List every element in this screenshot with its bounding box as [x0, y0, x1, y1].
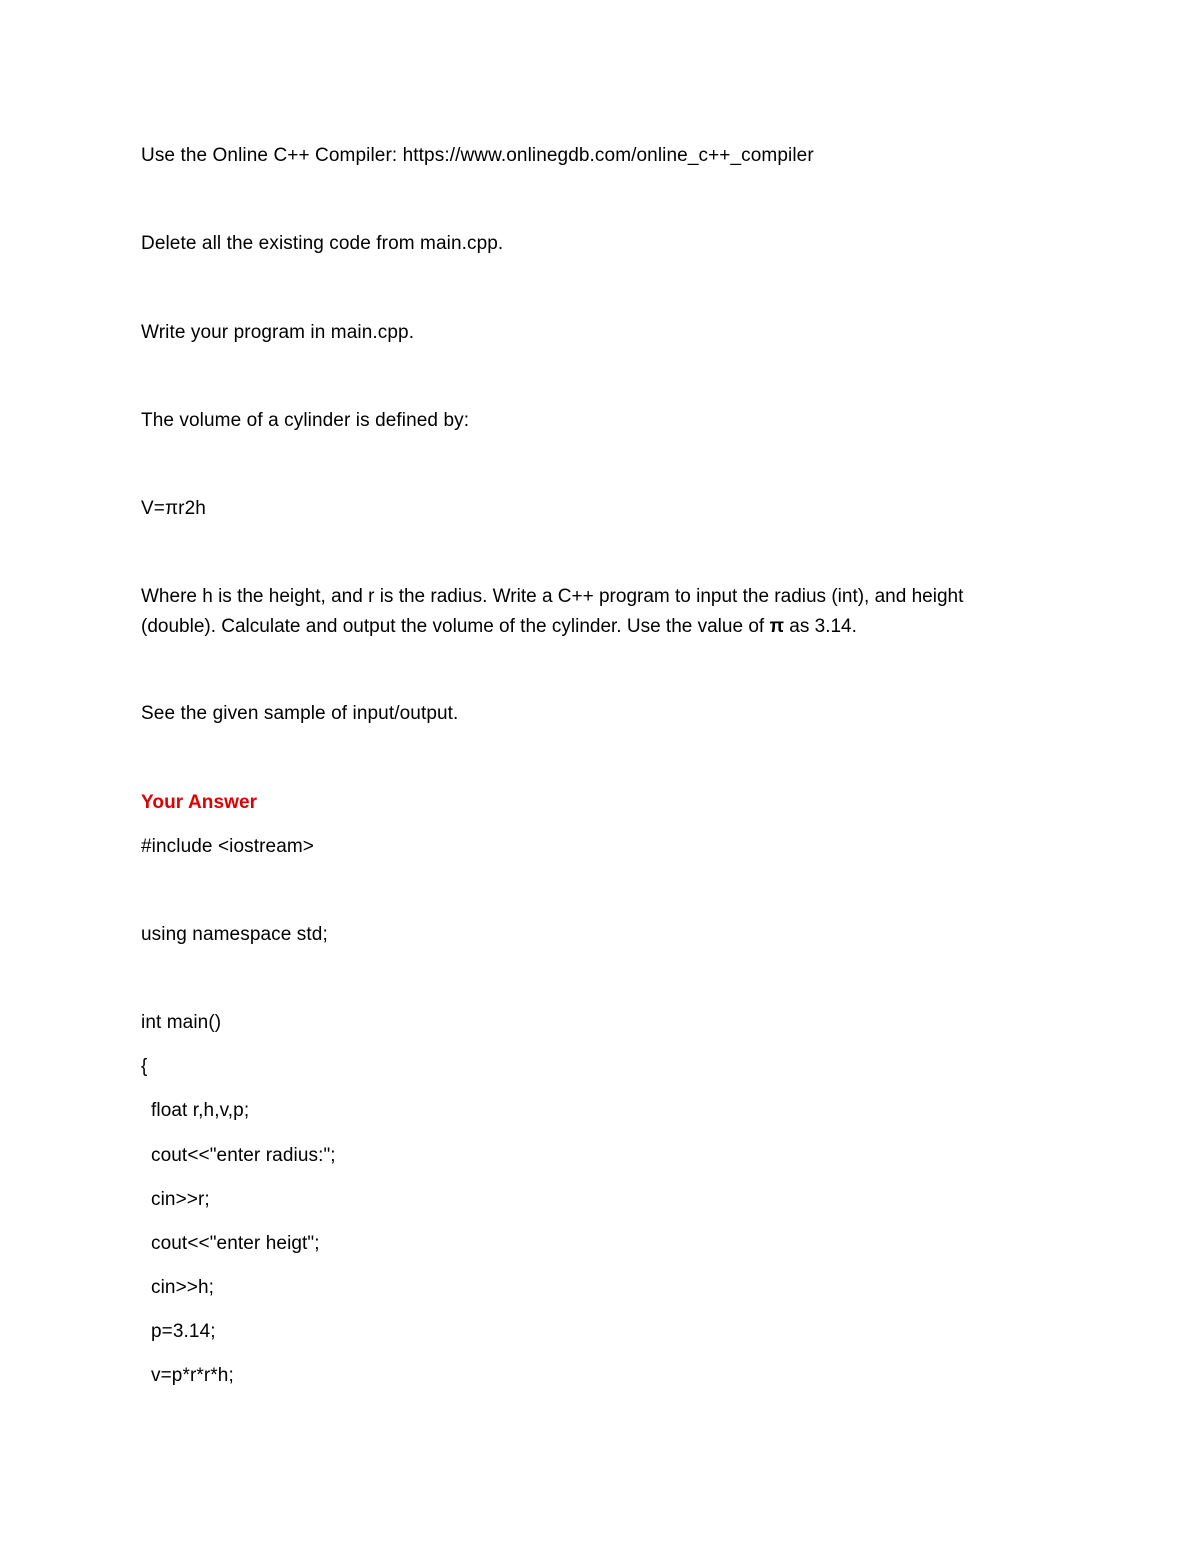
- code-line: p=3.14;: [151, 1321, 216, 1342]
- code-line: cout<<"enter radius:";: [151, 1145, 336, 1166]
- instruction-write-program: Write your program in main.cpp.: [141, 322, 415, 343]
- formula: V=πr2h: [141, 498, 206, 519]
- code-line: float r,h,v,p;: [151, 1100, 250, 1121]
- code-line: using namespace std;: [141, 924, 328, 945]
- pi-symbol: π: [769, 616, 784, 637]
- problem-description: [141, 582, 1021, 642]
- code-line: v=p*r*r*h;: [151, 1365, 234, 1386]
- code-line: #include <iostream>: [141, 836, 315, 857]
- code-line: cin>>r;: [151, 1189, 210, 1210]
- instruction-delete-code: Delete all the existing code from main.cpp.: [141, 233, 504, 254]
- problem-description-part2: as 3.14.: [784, 616, 857, 637]
- code-line: int main(): [141, 1012, 222, 1033]
- problem-description-part1: Where h is the height, and r is the radius. Write a C++ program to input the radius (int), and height (double). Calculate and output the volume of the cylinder. Use the value of: [141, 586, 964, 637]
- instruction-compiler: Use the Online C++ Compiler: https://www.onlinegdb.com/online_c++_compiler: [141, 145, 814, 166]
- answer-heading: Your Answer: [141, 792, 258, 813]
- instruction-sample-io: See the given sample of input/output.: [141, 703, 459, 724]
- code-line: cout<<"enter heigt";: [151, 1233, 320, 1254]
- code-line: {: [141, 1056, 148, 1077]
- code-line: cin>>h;: [151, 1277, 215, 1298]
- instruction-volume-definition: The volume of a cylinder is defined by:: [141, 410, 470, 431]
